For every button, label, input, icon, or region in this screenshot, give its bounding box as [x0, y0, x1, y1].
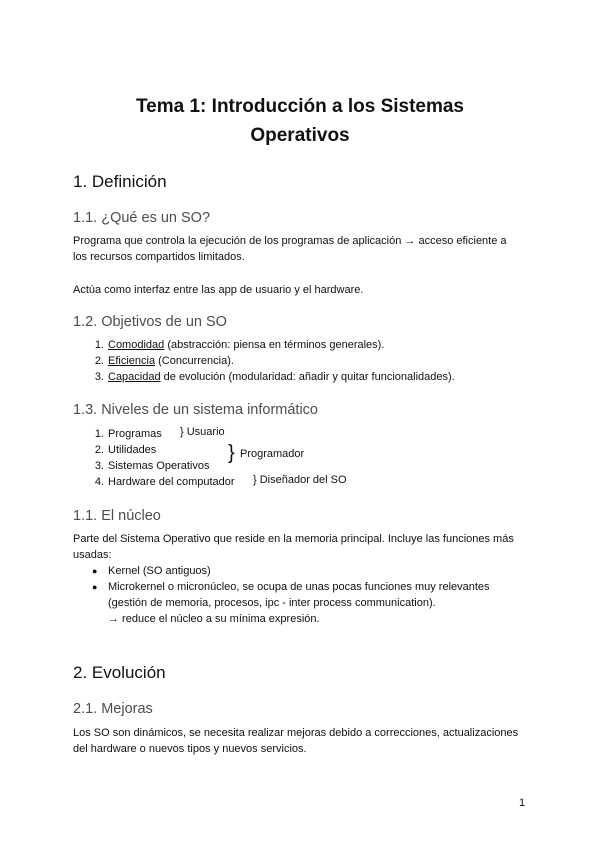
subsection-heading-nucleo: 1.1. El núcleo	[73, 508, 161, 524]
list-text: Programas	[108, 428, 162, 440]
section-heading-evolucion: 2. Evolución	[73, 663, 166, 682]
list-text: Hardware del computador	[108, 476, 235, 488]
bullet-dot: ●	[92, 582, 98, 592]
paragraph-line: Actúa como interfaz entre las app de usuario y el hardware.	[73, 284, 364, 296]
subsection-heading-que-es: 1.1. ¿Qué es un SO?	[73, 210, 211, 226]
section-heading-definicion: 1. Definición	[73, 172, 167, 191]
list-term: Eficiencia	[108, 355, 156, 367]
bullet-text: (gestión de memoria, procesos, ipc - inter process communication).	[108, 597, 436, 609]
page-title-line2: Operativos	[250, 125, 350, 146]
bullet-text: Microkernel o micronúcleo, se ocupa de unas pocas funciones muy relevantes	[108, 581, 490, 593]
bullet-dot: ●	[92, 566, 98, 576]
list-number: 3.	[94, 460, 104, 472]
list-text: (abstracción: piensa en términos generales).	[164, 339, 385, 351]
list-number: 1.	[94, 428, 104, 440]
list-text: de evolución (modularidad: añadir y quitar funcionalidades).	[160, 371, 455, 383]
brace-label-disenador: } Diseñador del SO	[253, 474, 347, 486]
list-number: 4.	[94, 476, 104, 488]
list-number: 1.	[94, 339, 104, 351]
page-number: 1	[519, 797, 526, 809]
paragraph-line: los recursos compartidos limitados.	[73, 251, 245, 263]
paragraph-line: Programa que controla la ejecución de los programas de aplicación → acceso eficiente a	[73, 235, 507, 247]
subsection-heading-objetivos: 1.2. Objetivos de un SO	[73, 314, 227, 330]
subsection-heading-mejoras: 2.1. Mejoras	[73, 701, 153, 717]
list-number: 3.	[94, 371, 104, 383]
page-title-line1: Tema 1: Introducción a los Sistemas	[135, 96, 465, 117]
brace-label-programador: Programador	[240, 448, 305, 460]
curly-brace: }	[228, 442, 235, 464]
paragraph-line: del hardware o nuevos tipos y nuevos servicios.	[73, 743, 307, 755]
paragraph-line: Los SO son dinámicos, se necesita realizar mejoras debido a correcciones, actualizaciones	[73, 727, 519, 739]
subsection-heading-niveles: 1.3. Niveles de un sistema informático	[73, 402, 318, 418]
list-term: Capacidad	[108, 371, 161, 383]
paragraph-line: Parte del Sistema Operativo que reside en la memoria principal. Incluye las funciones más	[73, 533, 514, 545]
bullet-text: → reduce el núcleo a su mínima expresión.	[108, 613, 320, 625]
list-term: Comodidad	[108, 339, 165, 351]
brace-label-usuario: } Usuario	[180, 426, 225, 438]
bullet-text: Kernel (SO antiguos)	[108, 565, 211, 577]
list-text: (Concurrencia).	[155, 355, 234, 367]
list-number: 2.	[94, 444, 104, 456]
paragraph-line: usadas:	[73, 549, 112, 561]
list-text: Utilidades	[108, 444, 157, 456]
list-text: Sistemas Operativos	[108, 460, 210, 472]
list-number: 2.	[94, 355, 104, 367]
